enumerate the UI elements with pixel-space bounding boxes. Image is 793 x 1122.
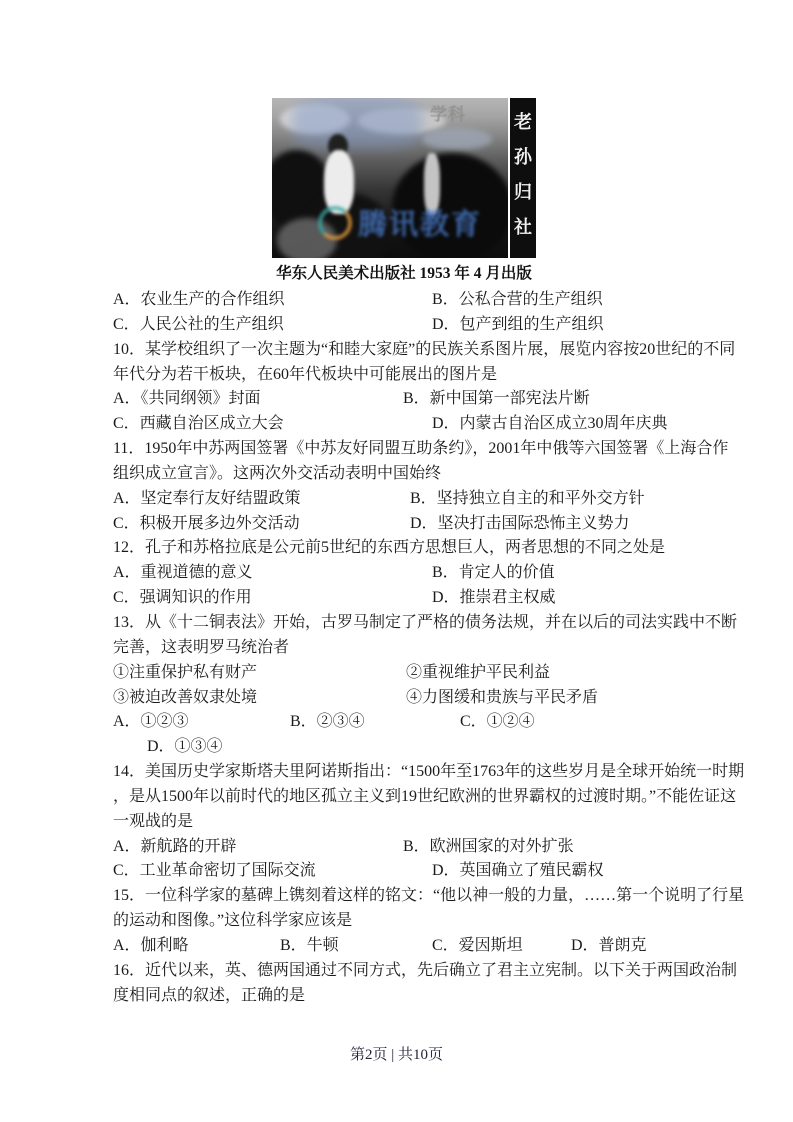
- q9-option-c: C．人民公社的生产组织: [113, 315, 284, 333]
- q13-item-3: ③被迫改善奴隶处境: [113, 688, 258, 706]
- center-watermark: [318, 202, 482, 243]
- q13-item-2: ②重视维护平民利益: [406, 663, 551, 681]
- q14-option-c: C．工业革命密切了国际交流: [113, 862, 316, 880]
- q15-options-row: [113, 934, 691, 959]
- q11-options-row-cd: [113, 512, 691, 537]
- q10-option-d: D．内蒙古自治区成立30周年庆典: [432, 415, 668, 433]
- q11-stem-line1: 11．1950年中苏两国签署《中苏友好同盟互助条约》，2001年中俄等六国签署《上海合作: [113, 440, 729, 458]
- blurred-watermark-blob: [292, 98, 422, 148]
- q13-option-c: C．①②④: [460, 713, 535, 731]
- poster-photo: [272, 98, 508, 258]
- q16-stem-line2: 度相同点的叙述，正确的是: [113, 986, 306, 1004]
- q9-options-row-ab: [113, 288, 691, 313]
- q9-option-a: A．农业生产的合作组织: [113, 291, 285, 308]
- q12-options-row-cd: [113, 586, 691, 611]
- q15-option-b: B．牛顿: [280, 936, 339, 954]
- q13-item-4: ④力图缓和贵族与平民矛盾: [406, 688, 599, 706]
- q13-options-row-d: [113, 735, 691, 760]
- q10-stem-line1: 10．某学校组织了一次主题为“和睦大家庭”的民族关系图片展，展览内容按20世纪的不同: [113, 340, 736, 358]
- q12-option-d: D．推崇君主权威: [432, 589, 556, 607]
- q13-item-1: ①注重保护私有财产: [113, 663, 258, 681]
- q13-stem-line2: 完善，这表明罗马统治者: [113, 638, 290, 656]
- watermark-logo-icon: [318, 206, 352, 240]
- poster-vertical-title: [510, 98, 536, 258]
- q11-option-b: B．坚持独立自主的和平外交方针: [410, 489, 645, 507]
- q11-options-row-ab: [113, 487, 691, 512]
- q15-option-d: D．普朗克: [571, 936, 647, 954]
- q15-stem-line1: 15．一位科学家的墓碑上镌刻着这样的铭文：“他以神一般的力量，……第一个说明了行星: [113, 887, 745, 905]
- q13-option-d: D．①③④: [147, 738, 223, 756]
- q14-stem-line2: ，是从1500年以前时代的地区孤立主义到19世纪欧洲的世界霸权的过渡时期。”不能佐证这: [113, 787, 737, 805]
- q11-option-a: A．坚定奉行友好结盟政策: [113, 489, 301, 507]
- q12-option-a: A．重视道德的意义: [113, 564, 253, 582]
- watermark-center-text: 腾讯教育: [358, 209, 483, 241]
- q9-options-row-cd: [113, 313, 691, 338]
- q15-stem-line2: 的运动和图像。”这位科学家应该是: [113, 912, 353, 930]
- q10-option-b: B．新中国第一部宪法片断: [403, 390, 590, 408]
- q11-option-c: C．积极开展多边外交活动: [113, 514, 300, 532]
- poster-figure: [272, 98, 536, 280]
- q10-option-c: C．西藏自治区成立大会: [113, 415, 284, 433]
- q13-options-row-abc: [113, 710, 691, 735]
- q14-options-row-cd: [113, 859, 691, 884]
- q13-stem-line1: 13．从《十二铜表法》开始，古罗马制定了严格的债务法规，并在以后的司法实践中不断: [113, 613, 738, 631]
- page-number-indicator: 第2页 | 共10页: [349, 1047, 443, 1063]
- q14-stem-line1: 14．美国历史学家斯塔夫里阿诺斯指出：“1500年至1763年的这些岁月是全球开始统一时期: [113, 763, 745, 781]
- q9-option-b: B．公私合营的生产组织: [432, 291, 603, 308]
- q12-option-c: C．强调知识的作用: [113, 589, 252, 607]
- q13-option-b: B．②③④: [290, 713, 365, 731]
- poster-caption: 华东人民美术出版社 1953 年 4 月出版: [276, 265, 532, 282]
- poster-title-char: 老: [514, 112, 532, 132]
- q15-option-a: A．伽利略: [113, 936, 189, 954]
- q9-option-d: D．包产到组的生产组织: [432, 315, 604, 333]
- q12-option-b: B．肯定人的价值: [432, 564, 555, 582]
- q12-stem-line1: 12．孔子和苏格拉底是公元前5世纪的东西方思想巨人，两者思想的不同之处是: [113, 539, 666, 557]
- photo-sky-shape: [422, 128, 492, 150]
- poster-title-char: 孙: [514, 147, 532, 167]
- q13-option-a: A．①②③: [113, 713, 189, 731]
- q14-stem-line3: 一观战的是: [113, 812, 194, 830]
- q13-items-row-34: [113, 686, 691, 711]
- q11-option-d: D．坚决打击国际恐怖主义势力: [410, 514, 630, 532]
- watermark-top-text: 学科: [430, 105, 466, 124]
- q14-option-d: D．英国确立了殖民霸权: [432, 862, 604, 880]
- q14-options-row-ab: [113, 835, 691, 860]
- q10-stem-line2: 年代分为若干板块，在60年代板块中可能展出的图片是: [113, 365, 498, 383]
- q10-option-a: A．《共同纲领》封面: [113, 390, 261, 408]
- q14-option-a: A．新航路的开辟: [113, 837, 237, 855]
- question-body: [113, 288, 745, 1008]
- q13-items-row-12: [113, 661, 691, 686]
- q10-options-row-cd: [113, 412, 691, 437]
- poster-title-char: 归: [514, 182, 532, 202]
- q12-options-row-ab: [113, 561, 691, 586]
- q14-option-b: B．欧洲国家的对外扩张: [403, 837, 574, 855]
- q10-options-row-ab: [113, 387, 691, 412]
- q16-stem-line1: 16．近代以来，英、德两国通过不同方式，先后确立了君主立宪制。以下关于两国政治制: [113, 961, 738, 979]
- poster-title-char: 社: [514, 217, 532, 237]
- q15-option-c: C．爱因斯坦: [432, 936, 523, 954]
- q11-stem-line2: 组织成立宣言》。这两次外交活动表明中国始终: [113, 464, 442, 482]
